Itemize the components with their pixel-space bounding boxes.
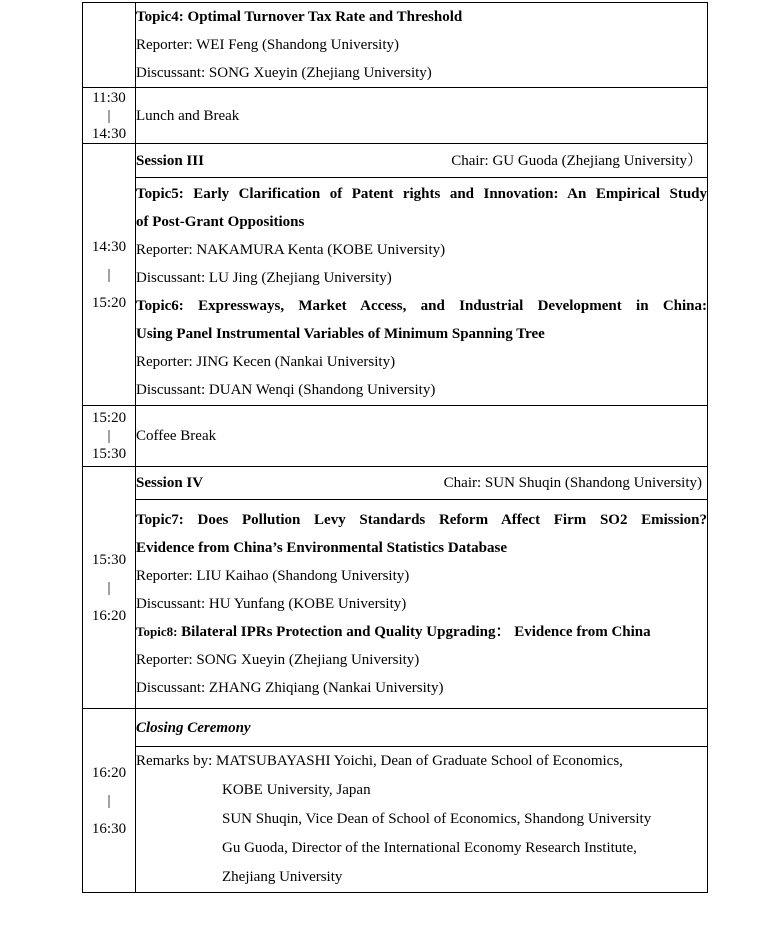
remarks-line-3: SUN Shuqin, Vice Dean of School of Economics, Shandong University [222, 811, 652, 827]
topic5-title-line1: Topic5: Early Clarification of Patent rights and Innovation: An Empirical Study [136, 185, 707, 202]
row-session3-header [83, 144, 708, 178]
time-separator: | [107, 266, 111, 283]
row-session3-topics [83, 178, 708, 406]
topic4-reporter: Reporter: WEI Feng (Shandong University) [136, 37, 400, 53]
topic5-discussant: Discussant: LU Jing (Zhejiang University) [136, 269, 392, 286]
topic6-title-line2: Using Panel Instrumental Variables of Minimum Spanning Tree [136, 325, 545, 342]
schedule-table [82, 2, 708, 893]
closing-header-cell [136, 709, 708, 747]
row-closing-header [83, 709, 708, 747]
topic7-title-line2: Evidence from China’s Environmental Statistics Database [136, 540, 507, 556]
topic6-discussant: Discussant: DUAN Wenqi (Shandong University) [136, 381, 436, 398]
lunch-time-cell [83, 88, 136, 144]
coffee-time-start: 15:20 [91, 410, 127, 426]
row-lunch [83, 88, 708, 144]
closing-remarks-cell [136, 747, 708, 893]
remarks-line-1: Remarks by: MATSUBAYASHI Yoichi, Dean of Graduate School of Economics, [136, 753, 623, 769]
topic8-title-rest: Bilateral IPRs Protection and Quality Upgrading： Evidence from China [181, 624, 651, 640]
lunch-time-end: 14:30 [91, 125, 127, 142]
session4-header-cell [136, 467, 708, 500]
coffee-label: Coffee Break [136, 428, 217, 444]
topic7-reporter: Reporter: LIU Kaihao (Shandong University) [136, 568, 410, 584]
time-separator: | [107, 428, 111, 444]
coffee-time-end: 15:30 [91, 446, 127, 462]
topic8-title-prefix: Topic8: [136, 624, 178, 639]
topic8-reporter: Reporter: SONG Xueyin (Zhejiang University) [136, 652, 420, 668]
row-coffee [83, 406, 708, 467]
topic6-reporter: Reporter: JING Kecen (Nankai University) [136, 353, 396, 370]
topic5-title-line2: of Post-Grant Oppositions [136, 213, 305, 230]
row-closing-remarks [83, 747, 708, 893]
time-separator: | [107, 579, 111, 596]
closing-time-start: 16:20 [91, 764, 127, 781]
topic4-discussant: Discussant: SONG Xueyin (Zhejiang University) [136, 65, 432, 81]
session3-header [136, 147, 707, 175]
session3-time-end: 15:20 [91, 294, 127, 311]
row-session4-topics [83, 500, 708, 709]
session4-time-cell [83, 467, 136, 709]
session3-time-start: 14:30 [91, 238, 127, 255]
closing-time-cell [83, 709, 136, 893]
topic4-cell [136, 3, 708, 88]
session4-header [136, 469, 707, 497]
session3-header-cell [136, 144, 708, 178]
topic8-title [136, 618, 707, 646]
coffee-cell [136, 406, 708, 467]
closing-title: Closing Ceremony [136, 719, 251, 736]
closing-time-end: 16:30 [91, 820, 127, 837]
session3-topics-cell [136, 178, 708, 406]
coffee-time-cell [83, 406, 136, 467]
session3-title: Session III [136, 152, 204, 169]
topic4-title: Topic4: Optimal Turnover Tax Rate and Threshold [136, 9, 463, 25]
remarks-line-5: Zhejiang University [222, 869, 343, 885]
session3-time-cell [83, 144, 136, 406]
topic7-discussant: Discussant: HU Yunfang (KOBE University) [136, 596, 407, 612]
remarks-line-4: Gu Guoda, Director of the International Economy Research Institute, [222, 840, 637, 856]
row-topic4 [83, 3, 708, 88]
session4-topics-cell [136, 500, 708, 709]
lunch-cell [136, 88, 708, 144]
session4-time-start: 15:30 [91, 551, 127, 568]
session4-chair: Chair: SUN Shuqin (Shandong University) [443, 475, 702, 491]
time-separator: | [107, 107, 111, 124]
time-separator: | [107, 792, 111, 809]
session4-title: Session IV [136, 475, 204, 491]
topic8-discussant: Discussant: ZHANG Zhiqiang (Nankai University) [136, 680, 444, 696]
session3-chair: Chair: GU Guoda (Zhejiang University） [451, 152, 702, 169]
topic7-title-line1: Topic7: Does Pollution Levy Standards Reform Affect Firm SO2 Emission? [136, 512, 707, 528]
lunch-time-start: 11:30 [92, 89, 126, 106]
session4-time-end: 16:20 [91, 607, 127, 624]
lunch-label: Lunch and Break [136, 107, 240, 124]
topic5-reporter: Reporter: NAKAMURA Kenta (KOBE University) [136, 241, 446, 258]
row-session4-header [83, 467, 708, 500]
remarks-line-2: KOBE University, Japan [222, 782, 371, 798]
time-cell-empty [83, 3, 136, 88]
topic6-title-line1: Topic6: Expressways, Market Access, and Industrial Development in China: [136, 297, 707, 314]
